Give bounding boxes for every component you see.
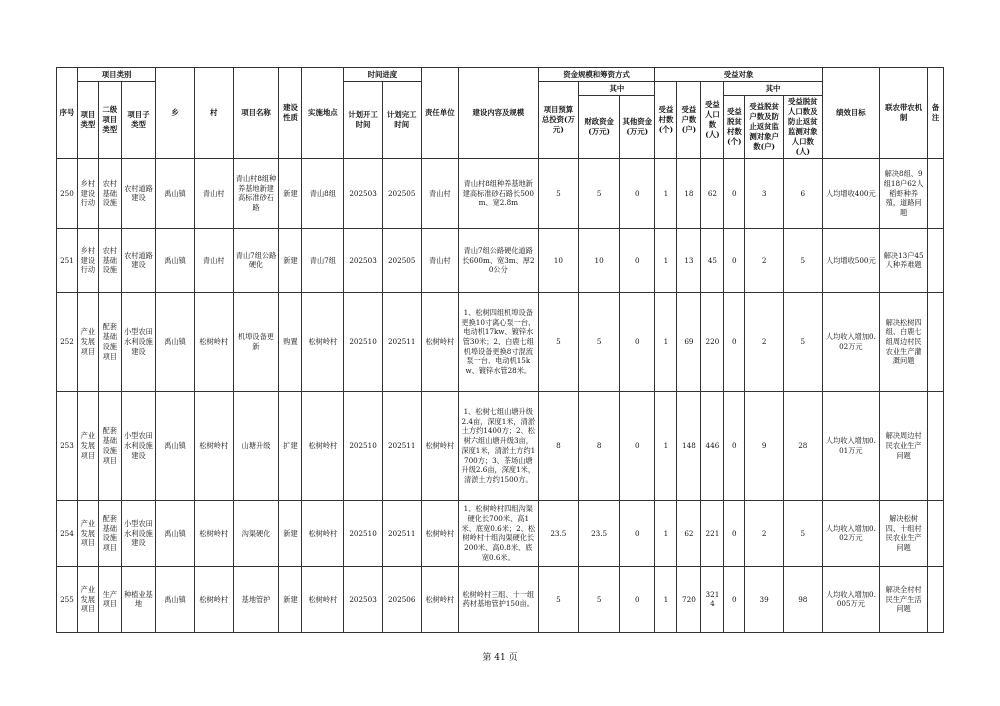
page-number: 第 41 页 [482,653,518,663]
cell-level2: 配套基础设施项目 [98,292,121,391]
cell-ben-households: 13 [677,228,701,292]
cell-responsible: 松树岭村 [421,292,459,391]
cell-poor-population: 6 [783,158,822,228]
cell-other: 0 [619,391,655,500]
cell-goal: 人均增收500元 [822,228,879,292]
cell-ben-households: 69 [677,292,701,391]
table-row [57,158,944,228]
cell-content: 1、松树岭村四组沟渠硬化长700米、高1米、底宽0.6米；2、松树岭村十组沟渠硬化长200米、高0.8米、底宽0.6米。 [459,500,538,566]
cell-fiscal: 8 [579,391,620,500]
cell-seq: 250 [57,158,78,228]
cell-ben-villages: 1 [655,228,677,292]
cell-location: 松树岭村 [302,391,344,500]
table-row [57,292,944,391]
cell-type: 产业发展项目 [77,500,98,566]
cell-budget: 8 [538,391,579,500]
table-row [57,391,944,500]
header-budget: 项目预算总投资(万元) [538,82,579,159]
cell-ben-households: 720 [677,566,701,632]
cell-mechanism: 解决13户45人种养难题 [880,228,928,292]
header-fiscal: 财政资金(万元) [579,96,620,159]
cell-township: 禹山镇 [156,158,195,228]
cell-poor-villages: 0 [724,228,745,292]
cell-poor-population: 5 [783,500,822,566]
cell-fiscal: 23.5 [579,500,620,566]
cell-budget: 23.5 [538,500,579,566]
cell-poor-population: 5 [783,228,822,292]
cell-township: 禹山镇 [156,391,195,500]
cell-township: 禹山镇 [156,500,195,566]
cell-village: 青山村 [194,228,233,292]
cell-poor-households: 3 [745,158,784,228]
cell-name: 青山7组公路硬化 [233,228,279,292]
project-table [56,67,944,633]
cell-other: 0 [619,566,655,632]
cell-start: 202503 [344,566,383,632]
cell-level2: 农村基础设施 [98,158,121,228]
cell-poor-villages: 0 [724,391,745,500]
cell-remark [928,566,944,632]
cell-sub: 农村道路建设 [121,158,156,228]
table-row [57,228,944,292]
header-beneficiary: 受益对象 [655,68,822,82]
cell-location: 松树岭村 [302,292,344,391]
cell-start: 202510 [344,391,383,500]
cell-content: 1、松树四组机埠设备更换10寸离心泵一台、电动机17kw、镀锌水管30米；2、白鹿七组机埠设备更换8寸混流泵一台、电动机15kw、镀锌水管28米。 [459,292,538,391]
header-nature: 建设性质 [279,68,302,159]
cell-sub: 农村道路建设 [121,228,156,292]
cell-fiscal: 5 [579,566,620,632]
cell-budget: 5 [538,158,579,228]
cell-township: 禹山镇 [156,228,195,292]
cell-start: 202510 [344,292,383,391]
header-other: 其他资金(万元) [619,96,655,159]
cell-village: 青山村 [194,158,233,228]
cell-content: 青山村8组种养基地新建高标准砂石路长500m、宽2.8m [459,158,538,228]
cell-nature: 新建 [279,228,302,292]
cell-sub: 种植业基地 [121,566,156,632]
header-mechanism: 联农带农机制 [880,68,928,159]
cell-poor-villages: 0 [724,158,745,228]
cell-type: 乡村建设行动 [77,158,98,228]
cell-goal: 人均增收400元 [822,158,879,228]
cell-goal: 人均收入增加0.005万元 [822,566,879,632]
cell-goal: 人均收入增加0.02万元 [822,292,879,391]
cell-ben-villages: 1 [655,566,677,632]
cell-ben-population: 3214 [701,566,724,632]
cell-end: 202505 [382,228,421,292]
cell-level2: 配套基础设施项目 [98,500,121,566]
cell-ben-population: 221 [701,500,724,566]
cell-other: 0 [619,500,655,566]
cell-village: 松树岭村 [194,566,233,632]
cell-other: 0 [619,292,655,391]
cell-start: 202503 [344,158,383,228]
cell-level2: 生产项目 [98,566,121,632]
header-location: 实施地点 [302,68,344,159]
cell-poor-households: 2 [745,500,784,566]
header-start: 计划开工时间 [344,82,383,159]
header-ben-villages: 受益村数(个) [655,82,677,159]
cell-budget: 5 [538,566,579,632]
cell-mechanism: 解决8组、9组18户62人稻虾种养殖，道路问题 [880,158,928,228]
cell-ben-population: 220 [701,292,724,391]
cell-name: 青山村8组种养基地新建高标准砂石路 [233,158,279,228]
cell-end: 202511 [382,292,421,391]
cell-name: 沟渠硬化 [233,500,279,566]
cell-seq: 254 [57,500,78,566]
cell-seq: 253 [57,391,78,500]
header-township: 乡 [156,68,195,159]
cell-ben-villages: 1 [655,158,677,228]
cell-poor-households: 39 [745,566,784,632]
header-project-type: 项目类型 [77,82,98,159]
header-poor-population: 受益脱贫人口数及防止返贫监测对象人口数(人) [783,96,822,159]
header-poor-villages: 受益脱贫村数(个) [724,96,745,159]
cell-nature: 新建 [279,566,302,632]
header-project-level2: 二级项目类型 [98,82,121,159]
header-end: 计划完工时间 [382,82,421,159]
cell-remark [928,391,944,500]
cell-goal: 人均收入增加0.01万元 [822,391,879,500]
cell-other: 0 [619,228,655,292]
cell-remark [928,292,944,391]
cell-township: 禹山镇 [156,566,195,632]
cell-responsible: 松树岭村 [421,566,459,632]
cell-responsible: 松树岭村 [421,391,459,500]
cell-responsible: 青山村 [421,158,459,228]
cell-nature: 新建 [279,500,302,566]
header-ben-population: 受益人口数(人) [701,82,724,159]
cell-budget: 10 [538,228,579,292]
cell-ben-households: 18 [677,158,701,228]
header-poor-households: 受益脱贫户数及防止返贫监测对象户数(户) [745,96,784,159]
cell-end: 202511 [382,391,421,500]
header-project-sub: 项目子类型 [121,82,156,159]
header-project-category: 项目类别 [77,68,155,82]
cell-ben-households: 148 [677,391,701,500]
cell-ben-villages: 1 [655,292,677,391]
cell-poor-population: 98 [783,566,822,632]
cell-end: 202505 [382,158,421,228]
cell-poor-households: 2 [745,228,784,292]
cell-ben-villages: 1 [655,391,677,500]
cell-mechanism: 解决松树四组、白鹿七组周边村民农业生产灌溉问题 [880,292,928,391]
cell-location: 松树岭村 [302,566,344,632]
cell-poor-villages: 0 [724,566,745,632]
cell-seq: 251 [57,228,78,292]
header-time-progress: 时间进度 [344,68,421,82]
table-row [57,566,944,632]
header-goal: 绩效目标 [822,68,879,159]
cell-ben-population: 62 [701,158,724,228]
cell-ben-population: 45 [701,228,724,292]
cell-type: 产业发展项目 [77,391,98,500]
cell-mechanism: 解决全村村民生产生活问题 [880,566,928,632]
cell-village: 松树岭村 [194,500,233,566]
cell-ben-population: 446 [701,391,724,500]
header-content: 建设内容及规模 [459,68,538,159]
cell-responsible: 松树岭村 [421,500,459,566]
cell-village: 松树岭村 [194,391,233,500]
header-funds: 资金规模和筹资方式 [538,68,655,82]
cell-name: 机埠设备更新 [233,292,279,391]
cell-nature: 扩建 [279,391,302,500]
cell-location: 青山7组 [302,228,344,292]
table-row [57,500,944,566]
cell-poor-households: 9 [745,391,784,500]
cell-sub: 小型农田水利设施建设 [121,292,156,391]
cell-level2: 配套基础设施项目 [98,391,121,500]
header-remark: 备注 [928,68,944,159]
cell-ben-households: 62 [677,500,701,566]
cell-remark [928,228,944,292]
cell-nature: 新建 [279,158,302,228]
cell-fiscal: 5 [579,292,620,391]
cell-fiscal: 5 [579,158,620,228]
header-among-funds: 其中 [579,82,655,96]
header-among-beneficiary: 其中 [724,82,822,96]
cell-sub: 小型农田水利设施建设 [121,500,156,566]
cell-seq: 252 [57,292,78,391]
cell-end: 202511 [382,500,421,566]
cell-start: 202510 [344,500,383,566]
cell-fiscal: 10 [579,228,620,292]
cell-content: 松树岭村三组、十一组药材基地管护150亩。 [459,566,538,632]
cell-remark [928,500,944,566]
cell-poor-population: 5 [783,292,822,391]
cell-remark [928,158,944,228]
header-village: 村 [194,68,233,159]
cell-mechanism: 解决周边村民农业生产问题 [880,391,928,500]
header-project-name: 项目名称 [233,68,279,159]
cell-poor-villages: 0 [724,500,745,566]
cell-content: 青山7组公路硬化道路长600m、宽3m、厚20公分 [459,228,538,292]
cell-township: 禹山镇 [156,292,195,391]
cell-level2: 农村基础设施 [98,228,121,292]
cell-goal: 人均收入增加0.02万元 [822,500,879,566]
cell-type: 产业发展项目 [77,566,98,632]
cell-seq: 255 [57,566,78,632]
header-seq: 序号 [57,68,78,159]
cell-name: 基地管护 [233,566,279,632]
cell-end: 202506 [382,566,421,632]
header-ben-households: 受益户数(户) [677,82,701,159]
cell-poor-households: 2 [745,292,784,391]
cell-start: 202503 [344,228,383,292]
cell-type: 乡村建设行动 [77,228,98,292]
cell-nature: 购置 [279,292,302,391]
cell-budget: 5 [538,292,579,391]
cell-name: 山塘升级 [233,391,279,500]
cell-responsible: 青山村 [421,228,459,292]
cell-village: 松树岭村 [194,292,233,391]
cell-sub: 小型农田水利设施建设 [121,391,156,500]
cell-poor-villages: 0 [724,292,745,391]
cell-location: 松树岭村 [302,500,344,566]
cell-location: 青山8组 [302,158,344,228]
cell-type: 产业发展项目 [77,292,98,391]
cell-mechanism: 解决松树四、十组村民农业生产问题 [880,500,928,566]
cell-other: 0 [619,158,655,228]
header-responsible: 责任单位 [421,68,459,159]
cell-poor-population: 28 [783,391,822,500]
cell-ben-villages: 1 [655,500,677,566]
cell-content: 1、松树七组山塘升级2.4亩，深度1米，清淤土方约1400方；2、松树六组山塘升级3亩，深度1米，清淤土方约1700方；3、茶场山塘升级2.6亩，深度1米，清淤土方约1500方。 [459,391,538,500]
